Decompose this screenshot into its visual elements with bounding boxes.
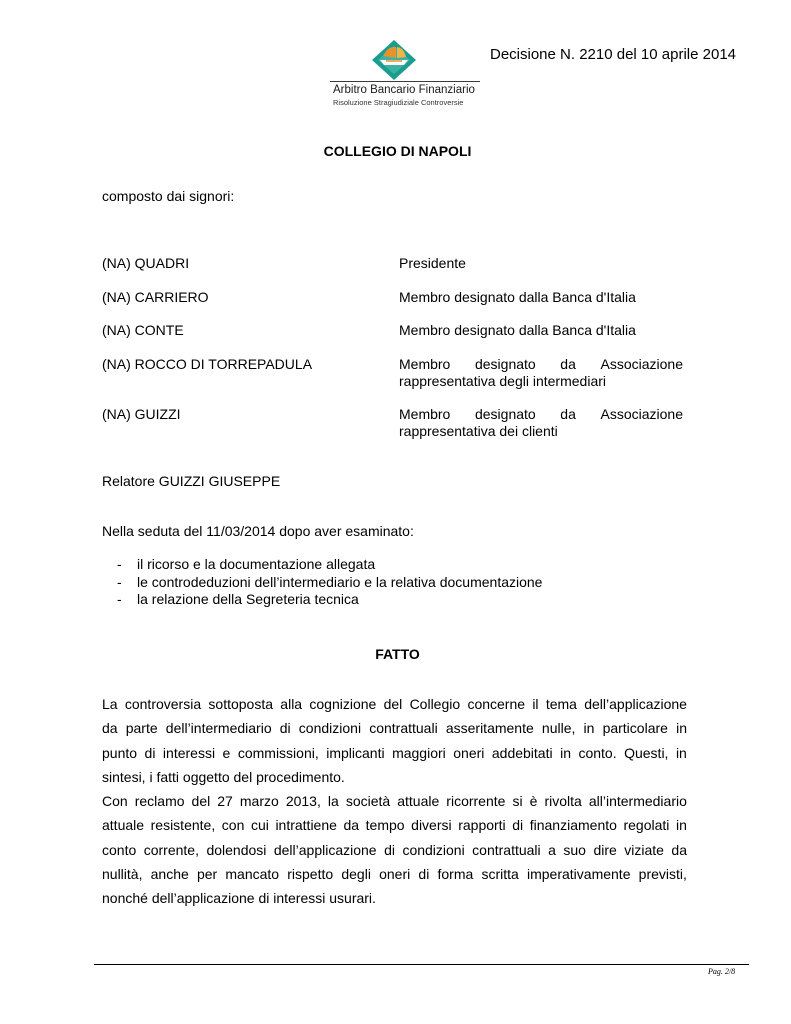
word: tempo — [365, 817, 405, 834]
bullet-dash: - — [117, 556, 122, 572]
rapporteur: Relatore GUIZZI GIUSEPPE — [102, 473, 281, 489]
word: maggiori — [392, 744, 446, 761]
word: di — [144, 744, 156, 761]
word: contrattuali — [369, 720, 438, 737]
list-item-text: la relazione della Segreteria tecnica — [137, 591, 359, 607]
word: attuale — [102, 817, 145, 834]
body-line — [102, 716, 687, 740]
word: Con — [102, 793, 128, 810]
word: da — [102, 720, 118, 737]
member-name: (NA) QUADRI — [102, 255, 190, 271]
word: di — [279, 720, 291, 737]
word: cognizione — [309, 696, 377, 712]
word: 2013, — [285, 793, 321, 810]
member-role — [399, 356, 683, 390]
page-number: Pag. 2/8 — [708, 967, 736, 976]
word: da — [671, 841, 687, 858]
word: per — [196, 866, 218, 883]
college-title: COLLEGIO DI NAPOLI — [323, 143, 472, 159]
word: e — [222, 744, 231, 761]
word: forma — [437, 866, 474, 883]
word: contrattuali — [472, 841, 541, 858]
role-word: designato — [474, 356, 536, 372]
role-word: Associazione — [600, 406, 683, 422]
member-name: (NA) CONTE — [102, 322, 184, 338]
word: di — [512, 817, 524, 834]
word: diversi — [411, 817, 452, 834]
word: concerne — [467, 696, 526, 712]
word: a — [548, 841, 556, 858]
word: degli — [341, 866, 371, 883]
word: rapporti — [458, 817, 506, 834]
word: Collegio — [409, 696, 461, 712]
role-text: Membro designato dalla Banca d'Italia — [399, 322, 636, 338]
role-word: Associazione — [600, 356, 683, 372]
list-item — [117, 574, 542, 592]
body-line — [102, 789, 687, 813]
word: rispetto — [287, 866, 334, 883]
word: oneri — [379, 866, 411, 883]
word: in — [675, 817, 687, 834]
word: in — [676, 720, 687, 737]
examined-list — [117, 556, 542, 609]
word: dire — [593, 841, 617, 858]
list-item — [117, 591, 542, 609]
word: regolati — [623, 817, 670, 834]
body-line — [102, 838, 687, 862]
word: del — [191, 793, 211, 810]
bullet-dash: - — [117, 591, 122, 607]
word: dell’applicazione — [584, 696, 687, 712]
word: nullità, — [102, 866, 143, 883]
word: suo — [563, 841, 586, 858]
role-word: Membro — [399, 406, 451, 422]
word: dell’applicazione — [273, 841, 377, 858]
decision-number: Decisione N. 2210 del 10 aprile 2014 — [490, 46, 736, 63]
word: controversia — [124, 696, 202, 712]
body-line — [102, 692, 687, 716]
role-text: rappresentativa degli intermediari — [399, 373, 606, 389]
word: viziate — [624, 841, 664, 858]
word: previsti, — [638, 866, 687, 883]
abf-emblem-icon — [370, 38, 418, 82]
word: Questi, — [624, 744, 669, 761]
word: il — [532, 696, 539, 712]
role-word: Membro — [399, 356, 451, 372]
composed-by-label: composto dai signori: — [102, 188, 235, 204]
word: con — [221, 817, 245, 834]
member-name: (NA) GUIZZI — [102, 406, 181, 422]
word: corrente, — [143, 841, 199, 858]
role-word: da — [560, 406, 576, 422]
word: di — [418, 866, 430, 883]
list-item-text: le controdeduzioni dell’intermediario e la relativa documentazione — [137, 573, 543, 590]
word: attuale — [397, 793, 440, 810]
logo-title: Arbitro Bancario Finanziario — [333, 84, 475, 96]
word: finanziamento — [529, 817, 617, 834]
word: da — [343, 817, 360, 834]
word: intrattiene — [275, 817, 337, 834]
word: in — [583, 720, 595, 737]
word: dell’intermediario — [165, 720, 272, 737]
member-name: (NA) ROCCO DI TORREPADULA — [102, 356, 313, 372]
word: reclamo — [134, 793, 185, 810]
member-role — [399, 289, 683, 306]
body-line — [102, 813, 687, 837]
word: condizioni — [402, 841, 465, 858]
body-line — [102, 862, 687, 886]
word: commissioni, — [237, 744, 319, 761]
word: sottoposta — [208, 696, 274, 712]
abf-logo — [330, 38, 480, 108]
section-title: FATTO — [375, 646, 420, 662]
word: condizioni — [298, 720, 362, 737]
word: La — [102, 696, 118, 712]
body-line: sintesi, i fatti oggetto del procedimento. — [102, 768, 345, 785]
body-line — [102, 741, 687, 765]
role-word: designato — [474, 406, 536, 422]
word: imperativamente — [526, 866, 631, 883]
word: dolendosi — [206, 841, 267, 858]
word: all’intermediario — [588, 793, 687, 810]
role-word: da — [560, 356, 576, 372]
word: interessi — [162, 744, 216, 761]
word: conto. — [578, 744, 617, 761]
role-text: Presidente — [399, 255, 466, 271]
word: parte — [125, 720, 158, 737]
member-name: (NA) CARRIERO — [102, 289, 209, 305]
word: particolare — [602, 720, 668, 737]
word: nulle, — [541, 720, 576, 737]
word: implicanti — [326, 744, 385, 761]
word: anche — [150, 866, 189, 883]
word: addebitati — [491, 744, 553, 761]
word: tema — [545, 696, 577, 712]
member-role — [399, 255, 683, 272]
word: marzo — [239, 793, 279, 810]
bullet-dash: - — [117, 573, 122, 590]
list-item — [117, 556, 542, 574]
word: asseritamente — [445, 720, 534, 737]
word: in — [675, 744, 687, 761]
word: si — [512, 793, 523, 810]
word: la — [327, 793, 339, 810]
role-text: Membro designato dalla Banca d'Italia — [399, 289, 636, 305]
word: ricorrente — [446, 793, 506, 810]
word: in — [560, 744, 571, 761]
word: scritta — [481, 866, 519, 883]
word: resistente, — [150, 817, 216, 834]
word: del — [383, 696, 403, 712]
logo-subtitle: Risoluzione Stragiudiziale Controversie — [333, 98, 464, 107]
word: conto — [102, 841, 137, 858]
word: società — [345, 793, 391, 810]
word: alla — [280, 696, 303, 712]
word: è — [529, 793, 538, 810]
logo-rule — [330, 81, 480, 82]
word: punto — [102, 744, 138, 761]
list-item-text: il ricorso e la documentazione allegata — [137, 556, 376, 572]
role-text: rappresentativa dei clienti — [399, 423, 558, 439]
body-line: nonché dell’applicazione di interessi usurari. — [102, 890, 376, 907]
word: rivolta — [544, 793, 582, 810]
session-line: Nella seduta del 11/03/2014 dopo aver esaminato: — [102, 523, 414, 539]
word: 27 — [217, 793, 233, 810]
word: oneri — [453, 744, 485, 761]
footer-rule — [94, 964, 749, 965]
word: di — [384, 841, 395, 858]
member-role — [399, 406, 683, 440]
word: mancato — [225, 866, 280, 883]
word: cui — [250, 817, 269, 834]
member-role — [399, 322, 683, 339]
facts-body — [102, 692, 687, 911]
